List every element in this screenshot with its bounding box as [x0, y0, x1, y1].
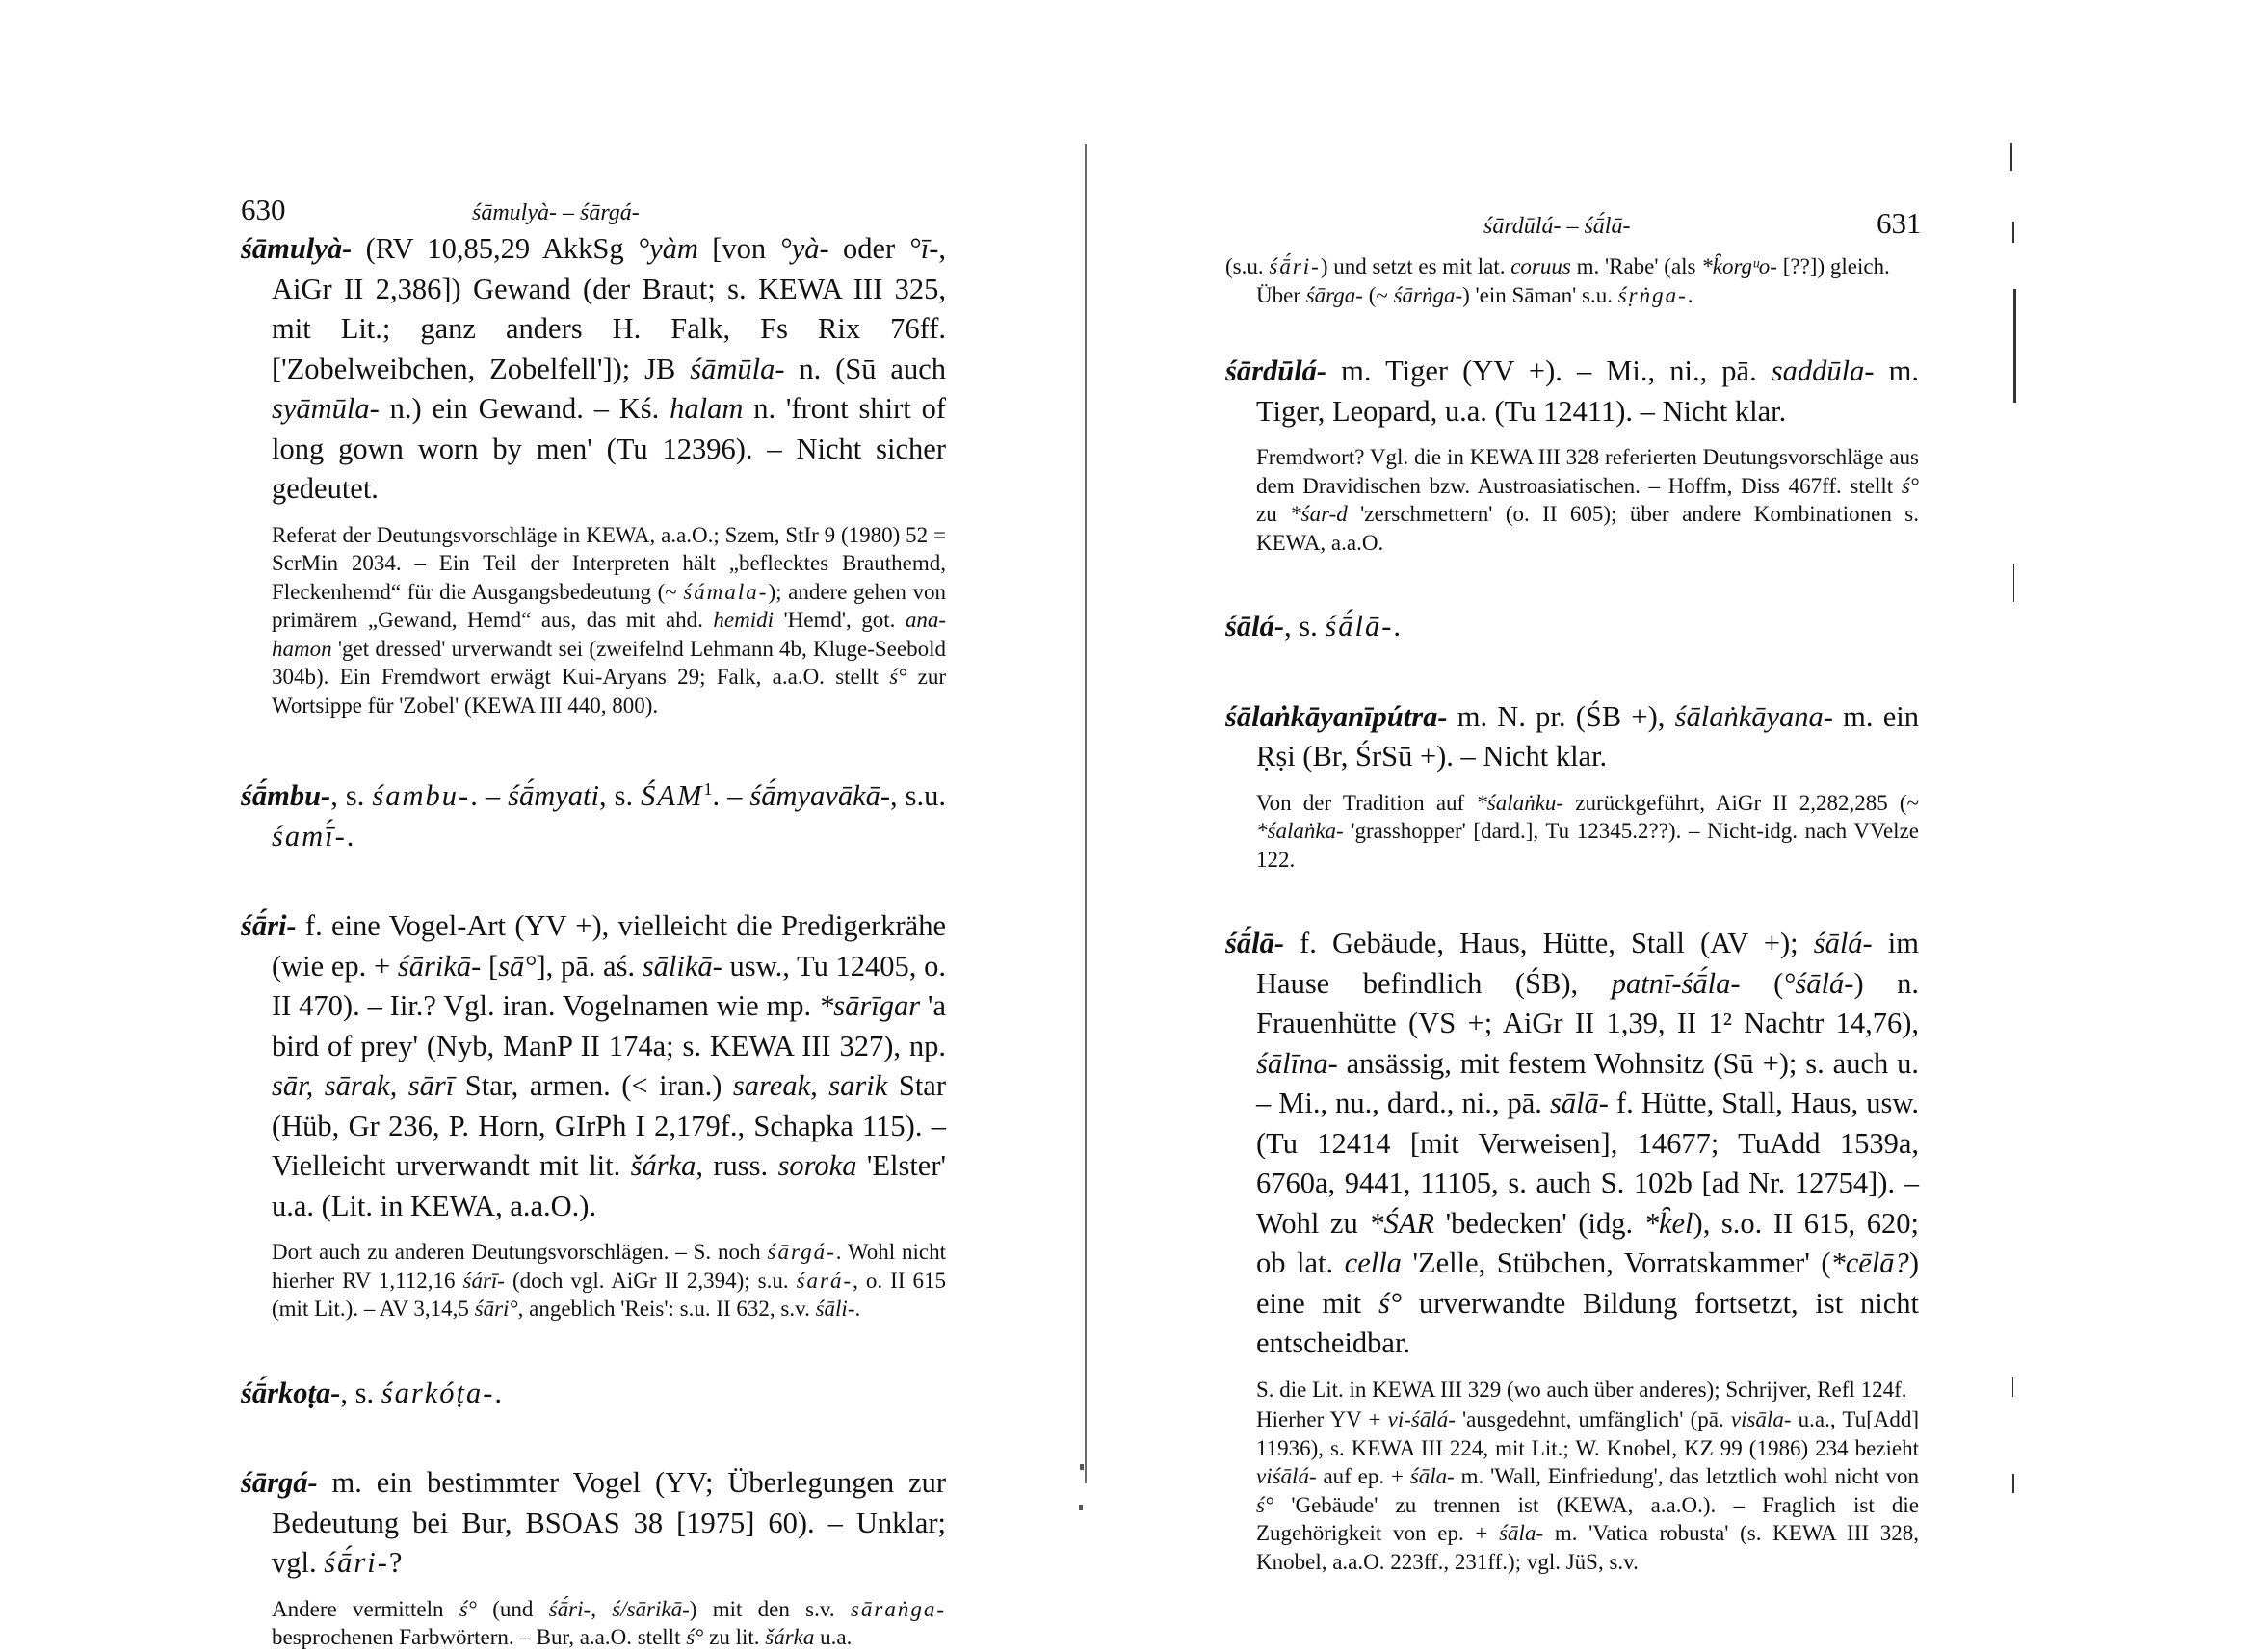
page-number: 630 [241, 193, 286, 226]
headword: śārgá- [241, 1466, 318, 1500]
gutter-mark [1080, 1464, 1084, 1470]
gutter-mark [1079, 1505, 1083, 1510]
continuation-note: Über śārga- (~ śārṅga-) 'ein Sāman' s.u. śṛṅga-. [1256, 282, 1694, 307]
headword: śā́rkoṭa- [241, 1376, 341, 1409]
continuation-note: (s.u. śā́ri-) und setzt es mit lat. coruus m. 'Rabe' (als *k̑orgᵘo- [??]) gleich. [1225, 254, 1890, 278]
entry-sari: śā́ri- f. eine Vogel-Art (YV +), vielleicht die Predigerkrähe (wie ep. + śārikā- [sā°], pā. aś. sālikā- usw., Tu 12405, o. II 470). – Iir.? Vgl. iran. Vogelnamen wie mp. *sārīgar 'a bird of prey' (Nyb, ManP II 174a; s. KEWA III 327), np. sār, sārak, sārī Star, armen. (< iran.) sareak, sarik Star (Hüb, Gr 236, P. Horn, GIrPh I 2,179f., Schapka 115). – Vielleicht urverwandt mit lit. šárka, russ. soroka 'Elster' u.a. (Lit. in KEWA, a.a.O.). [241, 909, 946, 1222]
entry-sarkota: śā́rkoṭa-, s. śarkóṭa-. [241, 1376, 503, 1409]
headword: śālá- [1225, 610, 1284, 642]
entry-sarga: śārgá- m. ein bestimmter Vogel (YV; Überlegungen zur Bedeutung bei Bur, BSOAS 38 [1975] 60). – Unklar; vgl. śā́ri-? [241, 1466, 946, 1580]
entry-sambu: śā́mbu-, s. śambu-. – śā́myati, s. ŚAM$^1$. – śā́myavākā-, s.u. śamī́-. [241, 779, 947, 852]
running-head: śārdūlá- – śā́lā- [1483, 214, 1631, 239]
headword: śā́lā- [1225, 927, 1284, 959]
entry-sala: śā́lā- f. Gebäude, Haus, Hütte, Stall (AV +); śālá- im Hause befindlich (ŚB), patnī-śā́la- (°śālá-) n. Frauenhütte (VS +; AiGr II 1,39, II 1² Nachtr 14,76), śālīna- ansässig, mit festem Wohnsitz (Sū +); s. auch u. – Mi., nu., dard., ni., pā. sālā- f. Hütte, Stall, Haus, usw. (Tu 12414 [mit Verweisen], 14677; TuAdd 1539a, 6760a, 9441, 11105, s. auch S. 102b [ad Nr. 12754]). – Wohl zu *ŚAR 'bedecken' (idg. *k̑el), s.o. II 615, 620; ob lat. cella 'Zelle, Stübchen, Vorratskammer' (*cēlā?) eine mit ś° urverwandte Bildung fortsetzt, ist nicht entscheidbar. [1225, 927, 1920, 1359]
entry-note: S. die Lit. in KEWA III 329 (wo auch über anderes); Schrijver, Refl 124f. [1256, 1377, 1907, 1402]
headword: śā́mbu- [241, 779, 331, 813]
running-head: śāmulyà- – śārgá- [472, 200, 640, 225]
left-page [0, 0, 1098, 1650]
page-number: 631 [1877, 206, 1922, 240]
entry-samulya: śāmulyà- (RV 10,85,29 AkkSg °yàm [von °yà- oder °ī-, AiGr II 2,386]) Gewand (der Braut; s. KEWA III 325, mit Lit.; ganz anders H. Falk, Fs Rix 76ff. ['Zobelweibchen, Zobelfell']); JB śāmūla- n. (Sū auch syāmūla- n.) ein Gewand. – Kś. halam n. 'front shirt of long gown worn by men' (Tu 12396). – Nicht sicher gedeutet. [241, 232, 946, 505]
entry-note: Referat der Deutungsvorschläge in KEWA, a.a.O.; Szem, StIr 9 (1980) 52 = ScrMin 2034. – Ein Teil der Interpreten hält „beflecktes Brauthemd, Fleckenhemd“ für die Ausgangsbedeutung (~ śámala-); andere gehen von primärem „Gewand, Hemd“ aus, das mit ahd. hemidi 'Hemd', got. ana-hamon 'get dressed' urverwandt sei (zweifelnd Lehmann 4b, Kluge-Seebold 304b). Ein Fremdwort erwägt Kui-Aryans 29; Falk, a.a.O. stellt ś° zur Wortsippe für 'Zobel' (KEWA III 440, 800). [272, 522, 947, 718]
entry-note: Andere vermitteln ś° (und śā́ri-, ś/sārikā-) mit den s.v. sāraṅga- besprochenen Farbwörtern. – Bur, a.a.O. stellt ś° zu lit. šárka u.a. [272, 1596, 947, 1650]
entry-note: Dort auch zu anderen Deutungsvorschlägen. – S. noch śārgá-. Wohl nicht hierher RV 1,112,16 śárī- (doch vgl. AiGr II 2,394); s.u. śará-, o. II 615 (mit Lit.). – AV 3,14,5 śāri°, angeblich 'Reis': s.u. II 632, s.v. śāli-. [272, 1240, 946, 1322]
headword: śālaṅkāyanīpútra- [1225, 699, 1448, 733]
entry-note: Von der Tradition auf *śalaṅku- zurückgeführt, AiGr II 2,282,285 (~ *śalaṅka- 'grasshopper' [dard.], Tu 12345.2??). – Nicht-idg. nach VVelze 122. [1256, 790, 1919, 872]
page-gutter-line [1085, 144, 1087, 1483]
headword: śārdūlá- [1225, 354, 1327, 387]
entry-sala-ref: śālá-, s. śā́lā-. [1225, 610, 1401, 642]
entry-salankayaniputra: śālaṅkāyanīpútra- m. N. pr. (ŚB +), śālaṅkāyana- m. ein Ṛṣi (Br, ŚrSū +). – Nicht klar. [1225, 699, 1919, 773]
entry-note: Fremdwort? Vgl. die in KEWA III 328 referierten Deutungsvorschläge aus dem Dravidischen bzw. Austroasiatischen. – Hoffm, Diss 467ff. stellt ś° zu *śar-d 'zerschmettern' (o. II 605); über andere Kombinationen s. KEWA, a.a.O. [1256, 445, 1919, 555]
headword: śā́ri- [241, 909, 297, 943]
entry-sardula: śārdūlá- m. Tiger (YV +). – Mi., ni., pā. saddūla- m. Tiger, Leopard, u.a. (Tu 12411). – Nicht klar. [1225, 354, 1919, 428]
entry-note: Hierher YV + vi-śālá- 'ausgedehnt, umfänglich' (pā. visāla- u.a., Tu[Add] 11936), s. KEWA III 224, mit Lit.; W. Knobel, KZ 99 (1986) 234 bezieht viśālá- auf ep. + śāla- m. 'Wall, Einfriedung', das letztlich wohl nicht von ś° 'Gebäude' zu trennen ist (KEWA, a.a.O.). – Fraglich ist die Zugehörigkeit von ep. + śāla- m. 'Vatica robusta' (s. KEWA III 328, Knobel, a.a.O. 223ff., 231ff.); vgl. JüS, s.v. [1256, 1407, 1919, 1574]
headword: śāmulyà- [241, 232, 353, 265]
left-column [241, 229, 946, 1652]
right-column [1225, 252, 1919, 1576]
